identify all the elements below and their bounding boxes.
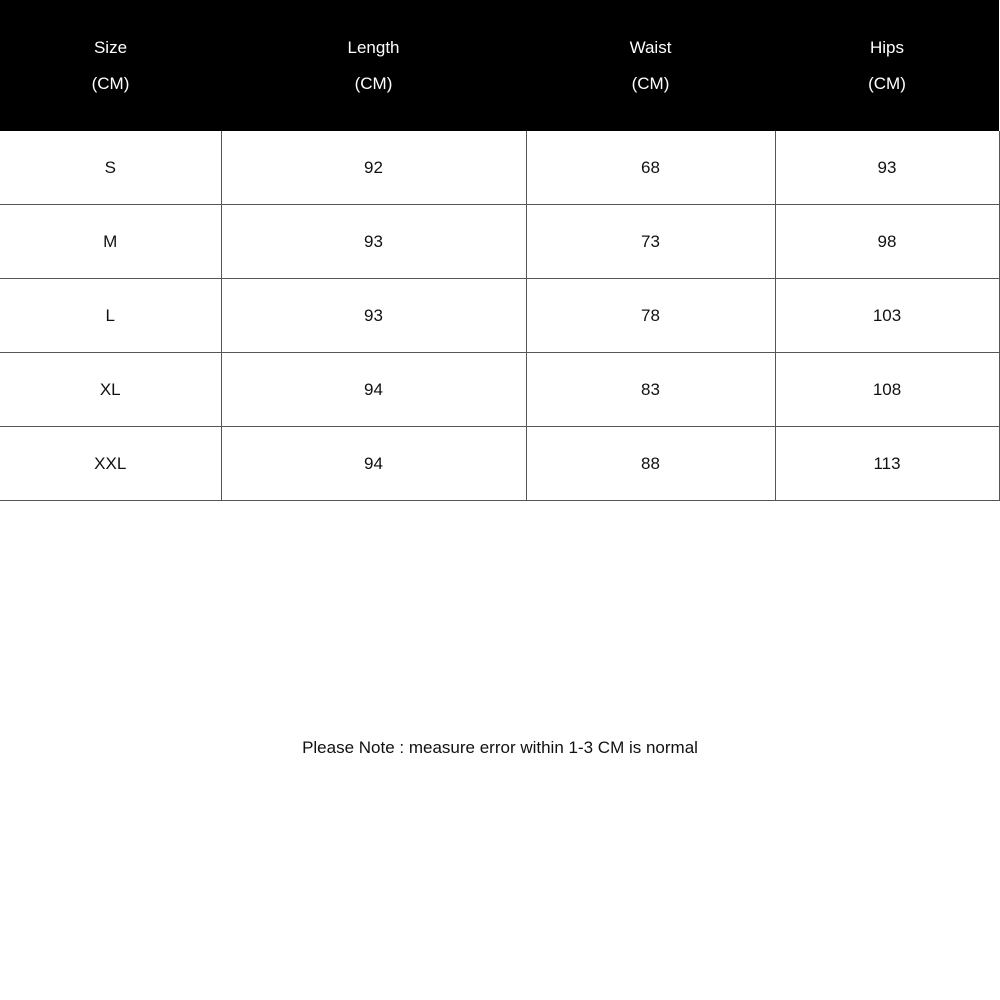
header-unit: (CM) bbox=[354, 73, 393, 93]
table-header bbox=[0, 0, 999, 131]
measurement-note: Please Note : measure error within 1-3 CM is normal bbox=[302, 738, 698, 757]
table-row bbox=[0, 353, 999, 427]
header-size bbox=[0, 0, 221, 131]
header-length bbox=[221, 0, 526, 131]
header-label: Size bbox=[93, 37, 128, 57]
header-waist bbox=[526, 0, 775, 131]
cell-length: 94 bbox=[221, 427, 526, 501]
cell-waist: 68 bbox=[526, 131, 775, 205]
header-row bbox=[0, 0, 999, 131]
cell-waist: 88 bbox=[526, 427, 775, 501]
cell-size: M bbox=[0, 205, 221, 279]
cell-hips: 98 bbox=[775, 205, 999, 279]
cell-waist: 83 bbox=[526, 353, 775, 427]
cell-length: 93 bbox=[221, 205, 526, 279]
table-row bbox=[0, 131, 999, 205]
header-unit: (CM) bbox=[868, 73, 906, 93]
header-label: Waist bbox=[629, 37, 672, 57]
cell-hips: 103 bbox=[775, 279, 999, 353]
header-label: Hips bbox=[869, 37, 904, 57]
cell-size: XXL bbox=[0, 427, 221, 501]
header-unit: (CM) bbox=[91, 73, 130, 93]
cell-waist: 73 bbox=[526, 205, 775, 279]
header-label: Length bbox=[347, 37, 400, 57]
cell-hips: 113 bbox=[775, 427, 999, 501]
cell-length: 92 bbox=[221, 131, 526, 205]
table-row bbox=[0, 427, 999, 501]
cell-length: 94 bbox=[221, 353, 526, 427]
cell-waist: 78 bbox=[526, 279, 775, 353]
cell-hips: 108 bbox=[775, 353, 999, 427]
cell-size: S bbox=[0, 131, 221, 205]
header-unit: (CM) bbox=[631, 73, 670, 93]
cell-length: 93 bbox=[221, 279, 526, 353]
cell-hips: 93 bbox=[775, 131, 999, 205]
cell-size: XL bbox=[0, 353, 221, 427]
header-hips bbox=[775, 0, 999, 131]
table-row bbox=[0, 205, 999, 279]
table-body bbox=[0, 131, 999, 501]
table-row bbox=[0, 279, 999, 353]
cell-size: L bbox=[0, 279, 221, 353]
